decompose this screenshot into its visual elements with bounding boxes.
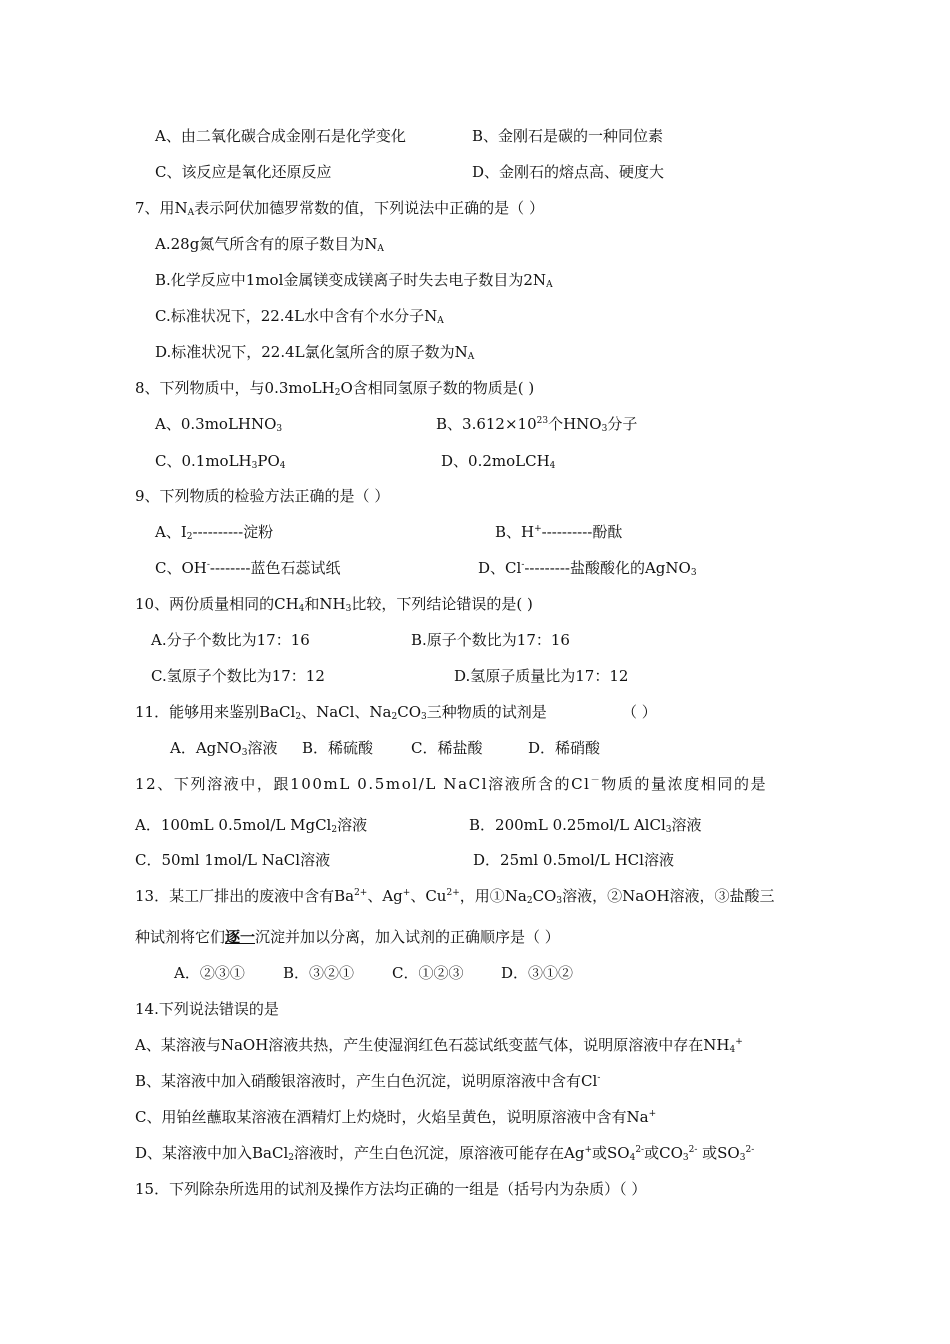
q8-stem: 8、下列物质中，与0.3moLH$_2$O含相同氢原子数的物质是( )	[135, 379, 535, 398]
q13-stem-line2: 种试剂将它们逐一沉淀并加以分离，加入试剂的正确顺序是（ ）	[135, 928, 560, 946]
q7-option-a: A.28g氮气所含有的原子数目为$N_A$	[155, 235, 384, 254]
q14-stem: 14.下列说法错误的是	[135, 1000, 279, 1018]
q11-option-c: C．稀盐酸	[411, 739, 483, 757]
q10-option-c: C.氢原子个数比为17：12	[151, 667, 325, 685]
q9-option-c: C、OH---------蓝色石蕊试纸	[155, 559, 341, 577]
q15-stem: 15．下列除杂所选用的试剂及操作方法均正确的一组是（括号内为杂质）（ ）	[135, 1180, 647, 1198]
q11-stem: 11．能够用来鉴别BaCl$_2$、NaCl、$Na_2CO_3$三种物质的试剂是	[135, 703, 547, 722]
q11-option-b: B．稀硫酸	[302, 739, 374, 757]
q11-option-a: A．AgNO$_3$溶液	[170, 739, 278, 758]
q9-stem: 9、下列物质的检验方法正确的是（ ）	[135, 487, 390, 505]
q9-option-a: A、$I_2----------$淀粉	[155, 523, 274, 542]
q6-option-c: C、该反应是氧化还原反应	[155, 163, 332, 181]
q12-option-d: D．25ml 0.5mol/L HCl溶液	[473, 851, 674, 869]
q10-stem: 10、两份质量相同的$CH_4$和$NH_3$比较，下列结论错误的是( )	[135, 595, 533, 614]
q8-option-b: B、$3.612\times 10^{23}$个$HNO_3$分子	[436, 415, 638, 434]
q8-option-c: C、$0.1moLH_3PO_4$	[155, 452, 286, 471]
q7-option-c: C.标准状况下，22.4L水中含有个水分子$N_A$	[155, 307, 444, 326]
q12-option-a: A．100mL 0.5mol/L MgCl$_2$溶液	[135, 816, 368, 835]
q13-option-b: B．③②①	[283, 964, 355, 982]
q13-stem-line1: 13．某工厂排出的废液中含有$Ba^{2+}$、Ag+、$Cu^{2+}$，用$①Na_2CO_3$溶液，②NaOH溶液，③盐酸三	[135, 887, 775, 906]
q14-option-b: B、某溶液中加入硝酸银溶液时，产生白色沉淀，说明原溶液中含有Cl-	[135, 1072, 601, 1090]
q6-option-a: A、由二氧化碳合成金刚石是化学变化	[155, 127, 406, 145]
q12-option-b: B．200mL 0.25mol/L AlCl$_3$溶液	[469, 816, 702, 835]
q7-stem: 7、用$N_A$表示阿伏加德罗常数的值，下列说法中正确的是（ ）	[135, 199, 544, 218]
q8-option-d: D、0.2moLCH$_4$	[441, 452, 556, 471]
q9-option-d: D、Cl----------盐酸酸化的AgNO$_3$	[478, 559, 697, 578]
q13-option-d: D．③①②	[501, 964, 574, 982]
q12-stem: 12、下列溶液中，跟100mL 0.5mol/L NaCl溶液所含的Cl－物质的量浓度相同的是	[135, 775, 768, 793]
q6-option-b: B、金刚石是碳的一种同位素	[472, 127, 664, 145]
q12-option-c: C．50ml 1mol/L NaCl溶液	[135, 851, 331, 869]
q14-option-c: C、用铂丝蘸取某溶液在酒精灯上灼烧时，火焰呈黄色，说明原溶液中含有Na+	[135, 1108, 657, 1126]
q13-option-a: A．②③①	[174, 964, 245, 982]
q9-option-b: B、H+----------酚酞	[495, 523, 623, 541]
q10-option-b: B.原子个数比为17：16	[411, 631, 570, 649]
q10-option-a: A.分子个数比为17：16	[151, 631, 310, 649]
q11-option-d: D．稀硝酸	[528, 739, 601, 757]
q10-option-d: D.氢原子质量比为17：12	[454, 667, 629, 685]
q7-option-b: B.化学反应中1mol金属镁变成镁离子时失去电子数目为$2N_A$	[155, 271, 553, 290]
q11-answer-paren: （ ）	[622, 703, 657, 721]
q14-option-a: A、某溶液与NaOH溶液共热，产生使湿润红色石蕊试纸变蓝气体，说明原溶液中存在$NH_4^+$	[135, 1036, 743, 1055]
q14-option-d: D、某溶液中加入BaCl$_2$溶液时，产生白色沉淀，原溶液可能存在Ag+或$SO_4^{2-}$或$CO_3^{2-}$ 或$SO_3^{2-}$	[135, 1144, 755, 1163]
q6-option-d: D、金刚石的熔点高、硬度大	[472, 163, 665, 181]
q8-option-a: A、0.3moLHNO$_3$	[155, 415, 283, 434]
q13-option-c: C．①②③	[392, 964, 464, 982]
q7-option-d: D.标准状况下，22.4L氯化氢所含的原子数为$N_A$	[155, 343, 475, 362]
